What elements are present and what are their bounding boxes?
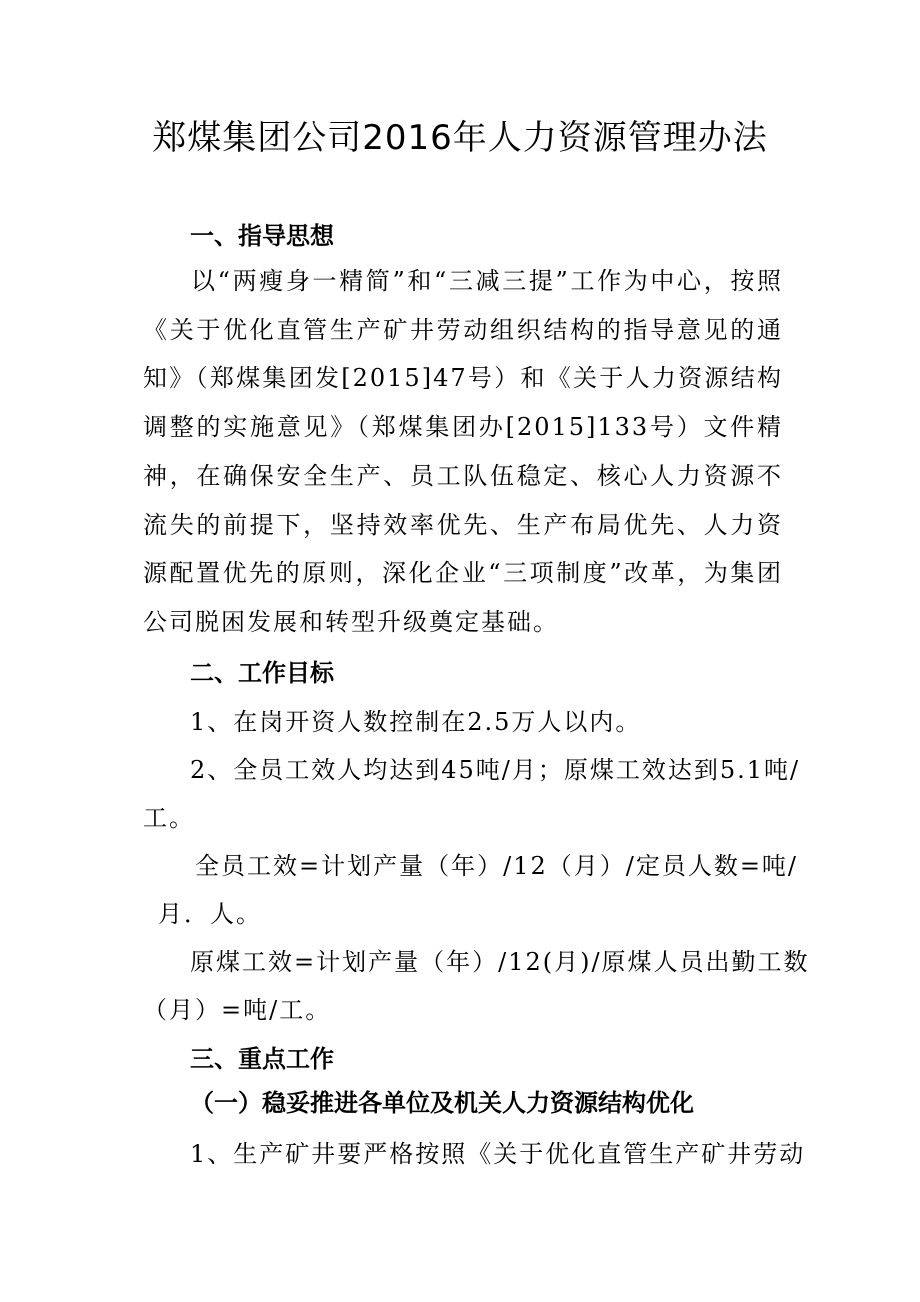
key-work-item-1: 1、生产矿井要严格按照《关于优化直管生产矿井劳动 <box>190 1140 806 1168</box>
section-guiding-ideology-paragraph: 以“两瘦身一精简”和“三减三提”工作为中心，按照《关于优化直管生产矿井劳动组织结构的指导意见的通知》（郑煤集团发[2015]47号）和《关于人力资源结构调整的实施意见》（郑煤集团办[2015]133号）文件精神，在确保安全生产、员工队伍稳定、核心人力资源不流失的前提下，坚持效率优先、生产布局优先、人力资源配置优先的原则，深化企业“三项制度”改革，为集团公司脱困发展和转型升级奠定基础。 <box>143 267 783 636</box>
formula-all-staff-efficiency-line2: 月．人。 <box>158 900 262 928</box>
formula-raw-coal-efficiency-line1: 原煤工效=计划产量（年）/12(月)/原煤人员出勤工数 <box>190 948 810 976</box>
goal-item-2-line2: 工。 <box>143 804 195 832</box>
subsection-heading-hr-structure: （一）稳妥推进各单位及机关人力资源结构优化 <box>190 1089 694 1117</box>
section-heading-work-goals: 二、工作目标 <box>190 659 334 687</box>
formula-raw-coal-efficiency-line2: （月）=吨/工。 <box>143 996 332 1024</box>
goal-item-1: 1、在岗开资人数控制在2.5万人以内。 <box>190 708 642 736</box>
goal-item-2-line1: 2、全员工效人均达到45吨/月；原煤工效达到5.1吨/ <box>190 756 801 784</box>
document-title: 郑煤集团公司2016年人力资源管理办法 <box>152 118 768 158</box>
section-heading-guiding-ideology: 一、指导思想 <box>190 222 334 250</box>
formula-all-staff-efficiency-line1: 全员工效=计划产量（年）/12（月）/定员人数=吨/ <box>195 852 799 880</box>
section-heading-key-work: 三、重点工作 <box>190 1045 334 1073</box>
